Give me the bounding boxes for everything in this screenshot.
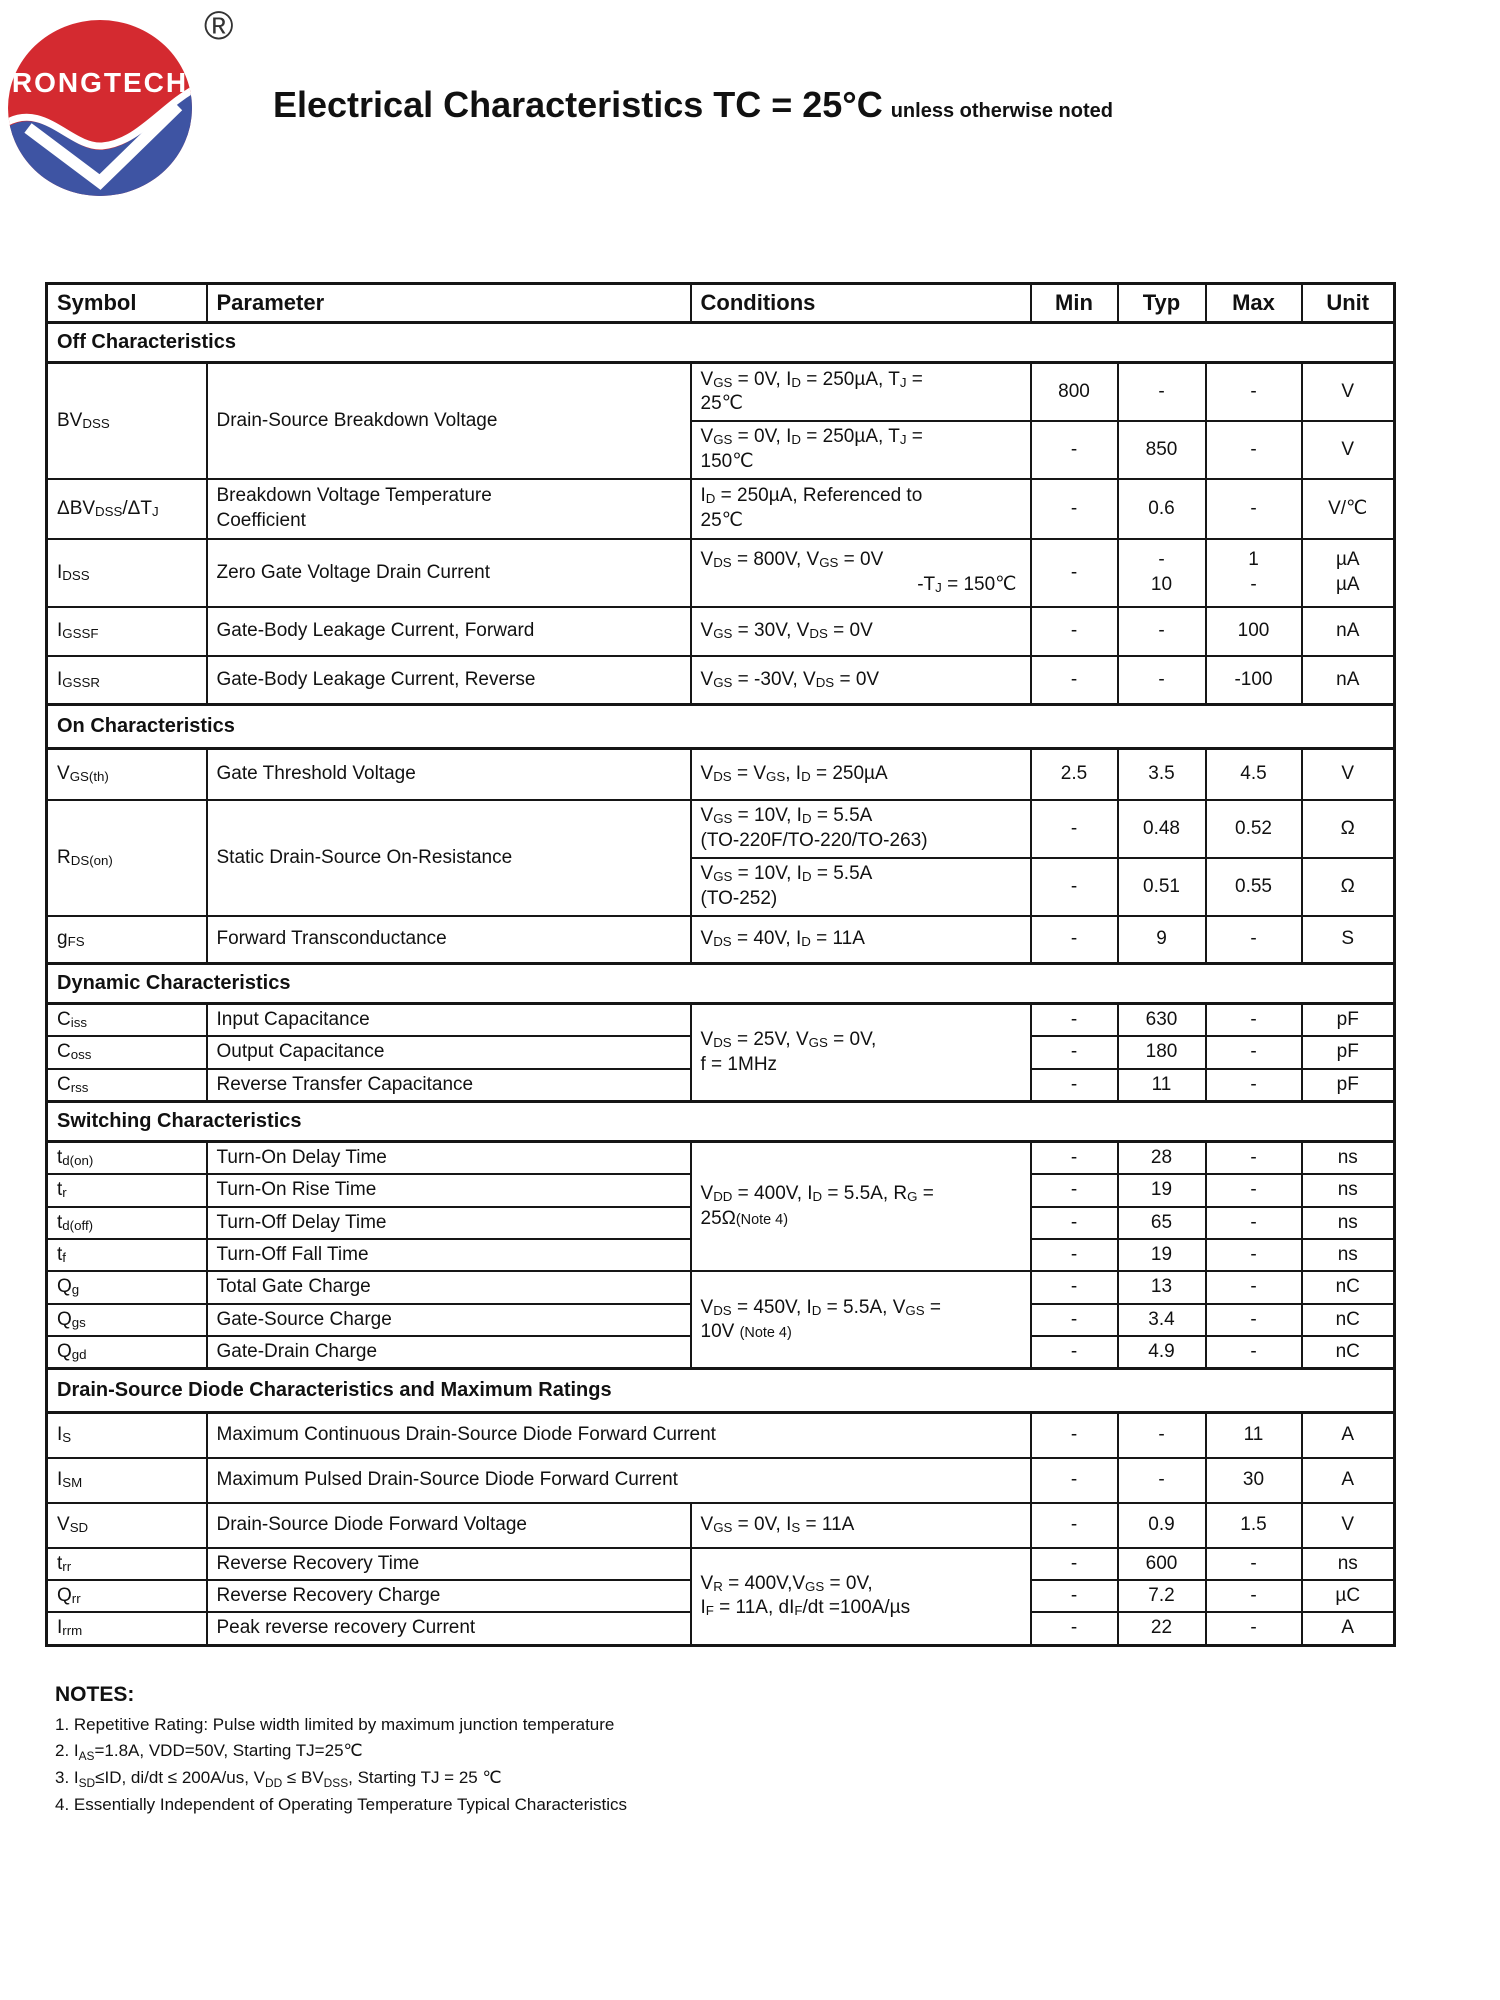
cell-typ: 22 <box>1118 1612 1206 1645</box>
cell-typ: 13 <box>1118 1271 1206 1303</box>
table-row <box>47 1142 1395 1175</box>
cell-typ: 28 <box>1118 1142 1206 1175</box>
cell-typ: 11 <box>1118 1069 1206 1102</box>
section-header-dynamic: Dynamic Characteristics <box>47 964 1395 1004</box>
col-header-typ: Typ <box>1118 284 1206 323</box>
section-header-off: Off Characteristics <box>47 323 1395 363</box>
cell-symbol: Qrr <box>47 1580 207 1612</box>
cell-min: - <box>1031 916 1118 964</box>
cell-max: -100 <box>1206 656 1302 705</box>
cell-unit: µA µA <box>1302 539 1395 607</box>
cell-typ: 850 <box>1118 421 1206 479</box>
cell-symbol: Irrm <box>47 1612 207 1645</box>
electrical-characteristics-table <box>45 282 1396 1647</box>
section-header-on: On Characteristics <box>47 705 1395 749</box>
cell-unit: pF <box>1302 1004 1395 1037</box>
cell-unit: A <box>1302 1612 1395 1645</box>
cell-symbol: IGSSF <box>47 607 207 656</box>
cell-min: - <box>1031 1612 1118 1645</box>
table-row <box>47 1548 1395 1580</box>
cell-min: - <box>1031 1069 1118 1102</box>
cell-symbol: td(on) <box>47 1142 207 1175</box>
cell-conditions: VR = 400V,VGS = 0V, IF = 11A, dIF/dt =100A/µs <box>691 1548 1031 1645</box>
cell-typ: 19 <box>1118 1239 1206 1271</box>
cell-symbol: gFS <box>47 916 207 964</box>
table-row <box>47 1458 1395 1503</box>
cell-parameter: Static Drain-Source On-Resistance <box>207 800 691 916</box>
cell-unit: µC <box>1302 1580 1395 1612</box>
cell-symbol: Qgs <box>47 1304 207 1336</box>
cell-min: - <box>1031 1458 1118 1503</box>
cell-unit: V <box>1302 1503 1395 1548</box>
cell-unit: nA <box>1302 656 1395 705</box>
cell-symbol: IGSSR <box>47 656 207 705</box>
section-header-switching: Switching Characteristics <box>47 1102 1395 1142</box>
page-title <box>273 84 1113 126</box>
cell-min: - <box>1031 421 1118 479</box>
cell-parameter: Reverse Transfer Capacitance <box>207 1069 691 1102</box>
cell-unit: Ω <box>1302 800 1395 858</box>
cell-symbol: Qg <box>47 1271 207 1303</box>
cell-parameter: Maximum Pulsed Drain-Source Diode Forward Current <box>207 1458 1031 1503</box>
table-row <box>47 1413 1395 1458</box>
cell-parameter: Drain-Source Diode Forward Voltage <box>207 1503 691 1548</box>
note-item: 4. Essentially Independent of Operating Temperature Typical Characteristics <box>55 1795 628 1814</box>
cell-max: - <box>1206 1271 1302 1303</box>
cell-conditions: VDS = 40V, ID = 11A <box>691 916 1031 964</box>
cell-conditions: VDS = 25V, VGS = 0V, f = 1MHz <box>691 1004 1031 1102</box>
table-row <box>47 749 1395 800</box>
cell-min: - <box>1031 1336 1118 1369</box>
cell-min: 2.5 <box>1031 749 1118 800</box>
cell-conditions: VGS = 30V, VDS = 0V <box>691 607 1031 656</box>
cell-min: - <box>1031 1271 1118 1303</box>
cell-parameter: Gate-Body Leakage Current, Reverse <box>207 656 691 705</box>
cell-typ: - <box>1118 607 1206 656</box>
cell-typ: - <box>1118 1413 1206 1458</box>
rongtech-logo <box>6 4 266 204</box>
cell-unit: V <box>1302 363 1395 421</box>
cell-typ: 19 <box>1118 1174 1206 1206</box>
table-row <box>47 1271 1395 1303</box>
cell-max: - <box>1206 1142 1302 1175</box>
col-header-parameter: Parameter <box>207 284 691 323</box>
table-row <box>47 479 1395 539</box>
cell-max: - <box>1206 1548 1302 1580</box>
cell-min: - <box>1031 1580 1118 1612</box>
note-item: 1. Repetitive Rating: Pulse width limited by maximum junction temperature <box>55 1715 615 1734</box>
condition-line-2: -TJ = 150℃ <box>917 573 1017 595</box>
table-row <box>47 916 1395 964</box>
cell-parameter: Maximum Continuous Drain-Source Diode Forward Current <box>207 1413 1031 1458</box>
cell-typ: 9 <box>1118 916 1206 964</box>
cell-typ: - <box>1118 363 1206 421</box>
section-row-on <box>47 705 1395 749</box>
notes-heading: NOTES: <box>55 1683 135 1706</box>
cell-max: - <box>1206 479 1302 539</box>
cell-max: - <box>1206 1069 1302 1102</box>
cell-unit: V <box>1302 749 1395 800</box>
cell-typ: 3.5 <box>1118 749 1206 800</box>
condition-line-1: VDS = 800V, VGS = 0V <box>700 549 884 571</box>
title-suffix: unless otherwise noted <box>890 100 1113 122</box>
cell-max: - <box>1206 1239 1302 1271</box>
cell-unit: ns <box>1302 1239 1395 1271</box>
table-header-row <box>47 284 1395 323</box>
cell-symbol: Qgd <box>47 1336 207 1369</box>
cell-parameter: Breakdown Voltage Temperature Coefficient <box>207 479 691 539</box>
cell-max: - <box>1206 1304 1302 1336</box>
note-item: 3. $I_{SD}\le ID$, di/dt ≤ 200A/us, $V_{DD} \le BV_{DSS}$, Starting TJ = 25 ℃ <box>55 1768 502 1790</box>
cell-min: - <box>1031 1413 1118 1458</box>
title-main: Electrical Characteristics TC = 25°C <box>273 84 883 125</box>
section-row-diode <box>47 1369 1395 1413</box>
cell-typ: 0.6 <box>1118 479 1206 539</box>
cell-parameter: Turn-Off Fall Time <box>207 1239 691 1271</box>
cell-conditions <box>691 539 1031 607</box>
cell-max: - <box>1206 1174 1302 1206</box>
note-item: 2. $I_{AS}=1.8A$, VDD=50V, Starting TJ=25℃ <box>55 1741 363 1763</box>
section-header-diode: Drain-Source Diode Characteristics and Maximum Ratings <box>47 1369 1395 1413</box>
section-row-switching <box>47 1102 1395 1142</box>
cell-symbol: VSD <box>47 1503 207 1548</box>
section-row-dynamic <box>47 964 1395 1004</box>
cell-min: - <box>1031 1503 1118 1548</box>
cell-conditions: VGS = 0V, ID = 250µA, TJ = 25℃ <box>691 363 1031 421</box>
cell-unit: pF <box>1302 1036 1395 1068</box>
logo-text: RONGTECH <box>11 67 189 98</box>
cell-parameter: Reverse Recovery Time <box>207 1548 691 1580</box>
cell-min: - <box>1031 1004 1118 1037</box>
cell-unit: nC <box>1302 1304 1395 1336</box>
cell-conditions: ID = 250µA, Referenced to 25℃ <box>691 479 1031 539</box>
table-row <box>47 656 1395 705</box>
cell-min: - <box>1031 1304 1118 1336</box>
cell-conditions: VGS = 0V, IS = 11A <box>691 1503 1031 1548</box>
cell-min: - <box>1031 858 1118 916</box>
cell-unit: ns <box>1302 1174 1395 1206</box>
cell-max: 1 - <box>1206 539 1302 607</box>
rongtech-logo-icon <box>6 18 194 198</box>
cell-max: - <box>1206 421 1302 479</box>
cell-parameter: Peak reverse recovery Current <box>207 1612 691 1645</box>
cell-min: - <box>1031 539 1118 607</box>
cell-max: - <box>1206 363 1302 421</box>
cell-unit: A <box>1302 1413 1395 1458</box>
cell-parameter: Output Capacitance <box>207 1036 691 1068</box>
cell-conditions: VDS = 450V, ID = 5.5A, VGS = 10V (Note 4) <box>691 1271 1031 1368</box>
cell-max: 30 <box>1206 1458 1302 1503</box>
cell-typ: 0.48 <box>1118 800 1206 858</box>
cell-unit: ns <box>1302 1142 1395 1175</box>
cell-symbol: trr <box>47 1548 207 1580</box>
cell-typ: 0.51 <box>1118 858 1206 916</box>
cell-parameter: Gate-Source Charge <box>207 1304 691 1336</box>
cell-conditions: VGS = -30V, VDS = 0V <box>691 656 1031 705</box>
cell-symbol: Crss <box>47 1069 207 1102</box>
cell-parameter: Drain-Source Breakdown Voltage <box>207 363 691 479</box>
cell-parameter: Input Capacitance <box>207 1004 691 1037</box>
cell-max: - <box>1206 1336 1302 1369</box>
cell-symbol: Coss <box>47 1036 207 1068</box>
table-row <box>47 800 1395 858</box>
cell-unit: V/℃ <box>1302 479 1395 539</box>
cell-typ: 600 <box>1118 1548 1206 1580</box>
cell-min: - <box>1031 1174 1118 1206</box>
cell-min: - <box>1031 479 1118 539</box>
cell-parameter: Gate-Body Leakage Current, Forward <box>207 607 691 656</box>
col-header-symbol: Symbol <box>47 284 207 323</box>
cell-typ: 0.9 <box>1118 1503 1206 1548</box>
table-row <box>47 1503 1395 1548</box>
cell-unit: Ω <box>1302 858 1395 916</box>
table-row <box>47 539 1395 607</box>
cell-parameter: Turn-On Rise Time <box>207 1174 691 1206</box>
cell-min: - <box>1031 1548 1118 1580</box>
cell-max: - <box>1206 1004 1302 1037</box>
cell-parameter: Reverse Recovery Charge <box>207 1580 691 1612</box>
table-row <box>47 1004 1395 1037</box>
table-row <box>47 607 1395 656</box>
notes-section <box>55 1682 627 1818</box>
cell-unit: nA <box>1302 607 1395 656</box>
cell-parameter: Zero Gate Voltage Drain Current <box>207 539 691 607</box>
cell-max: - <box>1206 1580 1302 1612</box>
cell-min: - <box>1031 1036 1118 1068</box>
cell-parameter: Total Gate Charge <box>207 1271 691 1303</box>
cell-parameter: Forward Transconductance <box>207 916 691 964</box>
cell-symbol: tf <box>47 1239 207 1271</box>
cell-unit: pF <box>1302 1069 1395 1102</box>
cell-max: 1.5 <box>1206 1503 1302 1548</box>
cell-typ: 65 <box>1118 1207 1206 1239</box>
cell-parameter: Turn-On Delay Time <box>207 1142 691 1175</box>
cell-symbol: VGS(th) <box>47 749 207 800</box>
cell-min: - <box>1031 607 1118 656</box>
cell-max: 4.5 <box>1206 749 1302 800</box>
cell-typ: 630 <box>1118 1004 1206 1037</box>
col-header-conditions: Conditions <box>691 284 1031 323</box>
cell-unit: S <box>1302 916 1395 964</box>
cell-max: 0.55 <box>1206 858 1302 916</box>
cell-symbol: IS <box>47 1413 207 1458</box>
cell-typ: - 10 <box>1118 539 1206 607</box>
cell-conditions: VGS = 0V, ID = 250µA, TJ = 150℃ <box>691 421 1031 479</box>
cell-symbol: IDSS <box>47 539 207 607</box>
cell-max: 11 <box>1206 1413 1302 1458</box>
cell-parameter: Gate Threshold Voltage <box>207 749 691 800</box>
registered-trademark-icon: ® <box>204 4 234 48</box>
cell-conditions: VGS = 10V, ID = 5.5A (TO-252) <box>691 858 1031 916</box>
col-header-max: Max <box>1206 284 1302 323</box>
cell-typ: 3.4 <box>1118 1304 1206 1336</box>
table-row <box>47 363 1395 421</box>
cell-conditions: VDD = 400V, ID = 5.5A, RG = 25Ω(Note 4) <box>691 1142 1031 1272</box>
cell-typ: - <box>1118 656 1206 705</box>
cell-max: - <box>1206 916 1302 964</box>
cell-min: - <box>1031 656 1118 705</box>
cell-min: - <box>1031 800 1118 858</box>
cell-typ: 7.2 <box>1118 1580 1206 1612</box>
cell-symbol: tr <box>47 1174 207 1206</box>
cell-max: - <box>1206 1036 1302 1068</box>
cell-conditions: VDS = VGS, ID = 250µA <box>691 749 1031 800</box>
cell-unit: nC <box>1302 1336 1395 1369</box>
cell-unit: ns <box>1302 1548 1395 1580</box>
cell-unit: A <box>1302 1458 1395 1503</box>
cell-symbol: ΔBVDSS/ΔTJ <box>47 479 207 539</box>
cell-min: - <box>1031 1239 1118 1271</box>
cell-unit: ns <box>1302 1207 1395 1239</box>
cell-max: 100 <box>1206 607 1302 656</box>
cell-symbol: ISM <box>47 1458 207 1503</box>
cell-max: 0.52 <box>1206 800 1302 858</box>
section-row-off <box>47 323 1395 363</box>
cell-min: - <box>1031 1207 1118 1239</box>
cell-typ: 180 <box>1118 1036 1206 1068</box>
cell-symbol: td(off) <box>47 1207 207 1239</box>
cell-typ: - <box>1118 1458 1206 1503</box>
col-header-min: Min <box>1031 284 1118 323</box>
col-header-unit: Unit <box>1302 284 1395 323</box>
cell-parameter: Turn-Off Delay Time <box>207 1207 691 1239</box>
cell-unit: V <box>1302 421 1395 479</box>
cell-symbol: Ciss <box>47 1004 207 1037</box>
cell-min: - <box>1031 1142 1118 1175</box>
cell-symbol: RDS(on) <box>47 800 207 916</box>
cell-typ: 4.9 <box>1118 1336 1206 1369</box>
cell-parameter: Gate-Drain Charge <box>207 1336 691 1369</box>
cell-unit: nC <box>1302 1271 1395 1303</box>
cell-min: 800 <box>1031 363 1118 421</box>
cell-max: - <box>1206 1612 1302 1645</box>
cell-max: - <box>1206 1207 1302 1239</box>
cell-symbol: BVDSS <box>47 363 207 479</box>
cell-conditions: VGS = 10V, ID = 5.5A (TO-220F/TO-220/TO-263) <box>691 800 1031 858</box>
